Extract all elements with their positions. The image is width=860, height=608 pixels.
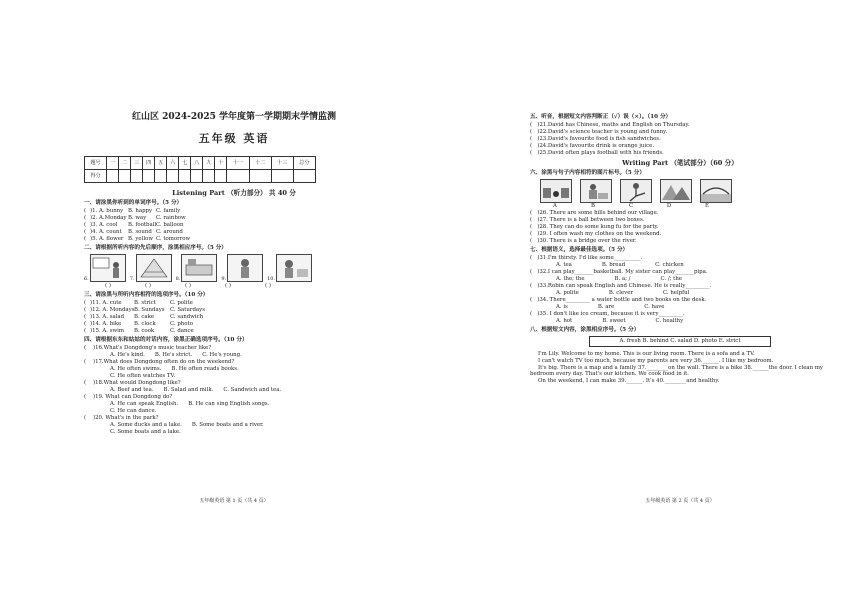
writing-part-title: Writing Part （笔试部分）（60 分）	[622, 158, 738, 167]
question-row: ( )3. A. cool B. football C. balloon	[84, 222, 184, 229]
question-row: ( )15. A. swim B. cook C. dance	[84, 328, 194, 335]
question-options: A. tea B. bread C. chicken	[556, 262, 684, 269]
score-cell: 得分	[85, 170, 107, 183]
washing-clothes-image	[580, 179, 612, 203]
score-cell: 一	[107, 157, 119, 170]
question-row: ( )2. A.Monday B. way C. rainbow	[84, 215, 186, 222]
section-3-title: 三、请涂黑与所听内容相符的选项序号。（10 分）	[84, 292, 209, 299]
question-stem: ( )16.What's Dongdong's music teacher like?	[84, 345, 212, 352]
section-2-title: 二、请根据所听内容的先后顺序，涂黑相应序号。（5 分）	[84, 245, 227, 252]
score-input-cell[interactable]	[167, 170, 179, 183]
exam-title: 红山区 2024-2025 学年度第一学期期末学情监测	[131, 112, 337, 122]
question-stem: ( )18.What would Dongdong like?	[84, 380, 181, 387]
question-stem: ( )26. There are some hills behind our village.	[530, 210, 659, 217]
question-stem: ( )35. I don't like ice cream, because it is very_________.	[530, 311, 685, 318]
picture-label: E	[705, 203, 709, 210]
picture-item: 9.	[221, 254, 263, 282]
question-options: A. polite B. clever C. helpful	[556, 290, 690, 297]
question-row: ( )12. A. Mondays B. Sundays C. Saturdays	[84, 307, 205, 314]
listening-part-title: Listening Part （听力部分） 共 40 分	[172, 189, 296, 197]
score-cell: 五	[155, 157, 167, 170]
picture-row	[84, 254, 384, 282]
score-cell: 八	[191, 157, 203, 170]
picture-label: C	[628, 203, 634, 210]
picture-label: D	[666, 203, 672, 210]
passage-paragraph: I can't watch TV too much, because my parents are very 36.______. I like my bedroom.	[538, 357, 774, 364]
question-stem: ( )25.David often plays football with his friends.	[530, 149, 664, 156]
passage-paragraph: On the weekend, I can make 39.______. It's 40.________and healthy.	[538, 378, 720, 385]
score-cell: 十三	[271, 157, 293, 170]
sandwich-image	[136, 254, 172, 282]
section-4-title: 四、请根据东东和姑姑的对话内容，涂黑正确选项序号。（10 分）	[84, 337, 248, 344]
score-cell: 九	[203, 157, 215, 170]
passage-paragraph: I'm Lily. Welcome to my home. This is our living room. There is a sofa and a TV.	[538, 351, 755, 358]
question-stem: ( )32.I can play_______basketball. My sister can play_______pipa.	[530, 269, 708, 276]
room-scene-image	[181, 254, 217, 282]
score-input-cell[interactable]	[131, 170, 143, 183]
picture-item: 10.	[267, 254, 312, 282]
question-stem: ( )17.What does Dongdong often do on the weekend?	[84, 359, 235, 366]
section-5-title: 五、听音，根据短文内容判断正（√）误（×）。（10 分）	[530, 114, 672, 120]
score-cell: 总分	[293, 157, 315, 170]
question-stem: ( )31.I'm thirsty. I'd like some__________.	[530, 255, 643, 262]
question-row: ( )5. A. flower B. yellow C. tomorrow	[84, 236, 191, 243]
score-input-cell[interactable]	[155, 170, 167, 183]
page-footer: 五年级英语 第 1 页（共 4 页）	[199, 497, 269, 504]
exam-page-1	[84, 112, 384, 504]
picture-row	[540, 179, 830, 203]
question-stem: ( )28. They can do some kung fu for the party.	[530, 224, 659, 231]
answer-bracket[interactable]: ( )	[265, 283, 271, 290]
picture-label: A	[553, 203, 557, 210]
kung-fu-image	[620, 179, 652, 203]
boy-studying-image	[276, 254, 312, 282]
question-options: C. He can dance.	[110, 408, 157, 415]
question-options: A. hot B. sweet C. healthy	[556, 318, 684, 325]
score-input-cell[interactable]	[107, 170, 119, 183]
score-input-cell[interactable]	[293, 170, 315, 183]
score-table	[84, 156, 316, 183]
question-options: A. Some ducks and a lake. B. Some boats and a river.	[110, 422, 264, 429]
score-input-cell[interactable]	[119, 170, 131, 183]
question-options: A. is B. are C. have	[556, 304, 665, 311]
score-input-cell[interactable]	[227, 170, 249, 183]
score-input-cell[interactable]	[203, 170, 215, 183]
picture-item: 6.	[84, 254, 126, 282]
score-cell: 四	[143, 157, 155, 170]
boxes-ball-image	[540, 179, 572, 203]
child-image	[227, 254, 263, 282]
score-input-cell[interactable]	[179, 170, 191, 183]
hills-village-image	[660, 179, 692, 203]
score-cell: 六	[167, 157, 179, 170]
picture-label: B	[591, 203, 595, 210]
question-row: ( )14. A. bike B. clock C. photo	[84, 321, 193, 328]
answer-bracket[interactable]: ( )	[185, 283, 191, 290]
score-table-header-row	[85, 157, 316, 170]
answer-bracket[interactable]: ( )	[145, 283, 151, 290]
score-input-cell[interactable]	[191, 170, 203, 183]
page-footer: 五年级英语 第 2 页（共 4 页）	[645, 497, 715, 504]
lecture-scene-image	[90, 254, 126, 282]
score-cell: 题号	[85, 157, 107, 170]
score-cell: 十	[215, 157, 227, 170]
word-bank-box: A. fresh B. behind C. salad D. photo E. strict	[589, 336, 771, 347]
question-options: A. the; the B. a; / C. /; the	[556, 276, 683, 283]
score-cell: 十一	[227, 157, 249, 170]
question-row: ( )13. A. salad B. cake C. sandwich	[84, 314, 204, 321]
question-stem: ( )22.David's science teacher is young and funny.	[530, 128, 668, 135]
passage-paragraph: It's big. There is a map and a family 37.________on the wall. There is a bike 38.______the door. I clean my bedroom every day. That's our kitchen. We cook food in it.	[530, 364, 823, 378]
question-options: C. He often watches TV.	[110, 373, 176, 380]
question-stem: ( )34. There_________ a water bottle and two books on the desk.	[530, 297, 707, 304]
question-stem: ( )30. There is a bridge over the river.	[530, 238, 637, 245]
question-stem: ( )27. There is a ball between two boxes.	[530, 217, 645, 224]
question-options: A. He's kind. B. He's strict. C. He's young.	[110, 352, 242, 359]
section-7-title: 七、根据语义，选择最佳选项。（5 分）	[530, 247, 629, 254]
question-stem: ( )29. I often wash my clothes on the weekend.	[530, 231, 662, 238]
picture-item: 7.	[130, 254, 172, 282]
score-cell: 三	[131, 157, 143, 170]
section-6-title: 六、涂黑与句子内容相符的图片标号。（5 分）	[530, 170, 645, 177]
score-input-cell[interactable]	[143, 170, 155, 183]
question-stem: ( )19. What can Dongdong do?	[84, 394, 173, 401]
question-options: A. Beef and tea. B. Salad and milk. C. Sandwich and tea.	[110, 387, 282, 394]
question-options: A. He can speak English. B. He can sing English songs.	[110, 401, 270, 408]
bridge-river-image	[700, 179, 732, 203]
score-input-cell[interactable]	[249, 170, 271, 183]
score-cell: 七	[179, 157, 191, 170]
question-row: ( )1. A. bunny B. happy C. family	[84, 208, 181, 215]
score-input-cell[interactable]	[271, 170, 293, 183]
section-1-title: 一、请涂黑你听到的单词序号。（5 分）	[84, 200, 183, 207]
question-stem: ( )23.David's favourite food is fish sandwiches.	[530, 135, 661, 142]
score-table-score-row	[85, 170, 316, 183]
score-input-cell[interactable]	[215, 170, 227, 183]
answer-brackets-row	[88, 283, 384, 290]
answer-bracket[interactable]: ( )	[225, 283, 231, 290]
question-stem: ( )20. What's in the park?	[84, 415, 159, 422]
question-stem: ( )21.David has Chinese, maths and English on Thursday.	[530, 121, 690, 128]
question-row: ( )11. A. cute B. strict C. polite	[84, 300, 193, 307]
question-options: A. He often swims. B. He often reads books.	[110, 366, 239, 373]
score-cell: 十二	[249, 157, 271, 170]
question-stem: ( )33.Robin can speak English and Chinese. He is really_________.	[530, 283, 712, 290]
exam-page-2	[530, 112, 830, 504]
answer-bracket[interactable]: ( )	[105, 283, 111, 290]
question-row: ( )4. A. count B. sound C. around	[84, 229, 183, 236]
question-stem: ( )24.David's favourite drink is orange juice.	[530, 142, 655, 149]
score-cell: 二	[119, 157, 131, 170]
question-options: C. Some boats and a lake.	[110, 429, 181, 436]
exam-subtitle: 五年级 英语	[198, 132, 270, 146]
picture-item: 8.	[176, 254, 218, 282]
section-8-title: 八、根据短文内容，涂黑相应序号。（5 分）	[530, 327, 640, 334]
